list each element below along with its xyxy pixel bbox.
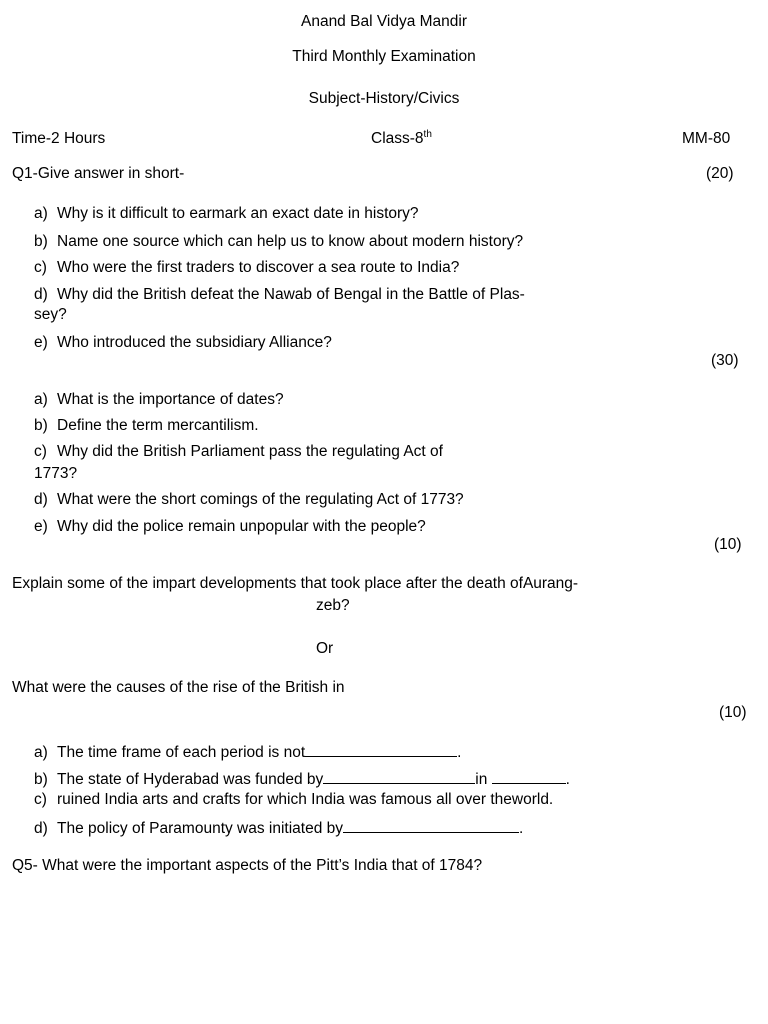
class-superscript: th: [423, 128, 432, 140]
item-text: Why did the British Parliament pass the regulating Act of: [57, 443, 443, 460]
fill-blank: [492, 768, 566, 784]
q4-item-b: [34, 768, 570, 790]
item-text: ruined India arts and crafts for which India was famous all over theworld.: [57, 791, 554, 808]
fill-blank: [305, 741, 457, 757]
q4-item-a: [34, 741, 461, 763]
q2-item-c: [34, 442, 443, 462]
item-label: a): [34, 744, 48, 761]
item-text: Who were the first traders to discover a sea route to India?: [57, 259, 460, 276]
item-label: c): [34, 791, 47, 808]
subject-title: Subject-History/Civics: [308, 90, 460, 107]
q2-item-e: [34, 517, 426, 537]
school-name: Anand Bal Vidya Mandir: [300, 13, 467, 30]
item-text: The policy of Paramounty was initiated by: [57, 820, 344, 837]
item-text: Why did the British defeat the Nawab of Bengal in the Battle of Plas-: [57, 286, 525, 303]
item-text: What were the short comings of the regulating Act of 1773?: [57, 491, 464, 508]
item-label: a): [34, 391, 48, 408]
item-label: d): [34, 286, 48, 303]
item-text: What is the importance of dates?: [57, 391, 284, 408]
q1-heading: Q1-Give answer in short-: [12, 165, 185, 182]
q1-marks: (20): [706, 165, 734, 182]
item-mid: in: [475, 771, 488, 788]
item-label: b): [34, 233, 48, 250]
item-text: Why did the police remain unpopular with the people?: [57, 518, 426, 535]
max-marks: MM-80: [682, 130, 731, 147]
q4-item-d: [34, 817, 523, 839]
q4-item-c: [34, 790, 553, 810]
item-label: d): [34, 491, 48, 508]
q1-item-d: [34, 285, 525, 305]
item-label: c): [34, 443, 47, 460]
q1-item-b: [34, 232, 523, 252]
fill-blank: [323, 768, 475, 784]
q5-question: Q5- What were the important aspects of the Pitt’s India that of 1784?: [12, 857, 483, 874]
item-label: e): [34, 518, 48, 535]
time-label: Time-2 Hours: [12, 130, 106, 147]
item-end: .: [457, 744, 462, 761]
item-end: .: [519, 820, 524, 837]
class-text: Class-8: [371, 130, 424, 147]
exam-title: Third Monthly Examination: [292, 48, 476, 65]
item-label: e): [34, 334, 48, 351]
q1-item-d-continuation: sey?: [34, 306, 67, 323]
q3-question-line2: zeb?: [316, 597, 350, 614]
q1-item-a: [34, 204, 419, 224]
q3-or: Or: [316, 640, 334, 657]
item-text: The time frame of each period is not: [57, 744, 306, 761]
q2-item-a: [34, 390, 284, 410]
q2-marks: (30): [711, 352, 739, 369]
item-text: Define the term mercantilism.: [57, 417, 259, 434]
fill-blank: [343, 817, 519, 833]
class-label: [371, 129, 432, 149]
item-text: Name one source which can help us to know about modern history?: [57, 233, 524, 250]
item-label: a): [34, 205, 48, 222]
item-label: d): [34, 820, 48, 837]
item-label: b): [34, 417, 48, 434]
q3-question-line1: Explain some of the impart developments that took place after the death ofAurang-: [12, 575, 579, 592]
q2-item-b: [34, 416, 259, 436]
item-text: The state of Hyderabad was funded by: [57, 771, 324, 788]
item-end: .: [565, 771, 570, 788]
item-label: b): [34, 771, 48, 788]
q2-item-c-continuation: 1773?: [34, 465, 78, 482]
q1-item-c: [34, 258, 459, 278]
item-label: c): [34, 259, 47, 276]
item-text: Why is it difficult to earmark an exact date in history?: [57, 205, 419, 222]
q3-marks: (10): [714, 536, 742, 553]
item-text: Who introduced the subsidiary Alliance?: [57, 334, 332, 351]
q3-alternative-question: What were the causes of the rise of the British in: [12, 679, 345, 696]
q1-item-e: [34, 333, 332, 353]
q4-marks: (10): [719, 704, 747, 721]
q2-item-d: [34, 490, 464, 510]
